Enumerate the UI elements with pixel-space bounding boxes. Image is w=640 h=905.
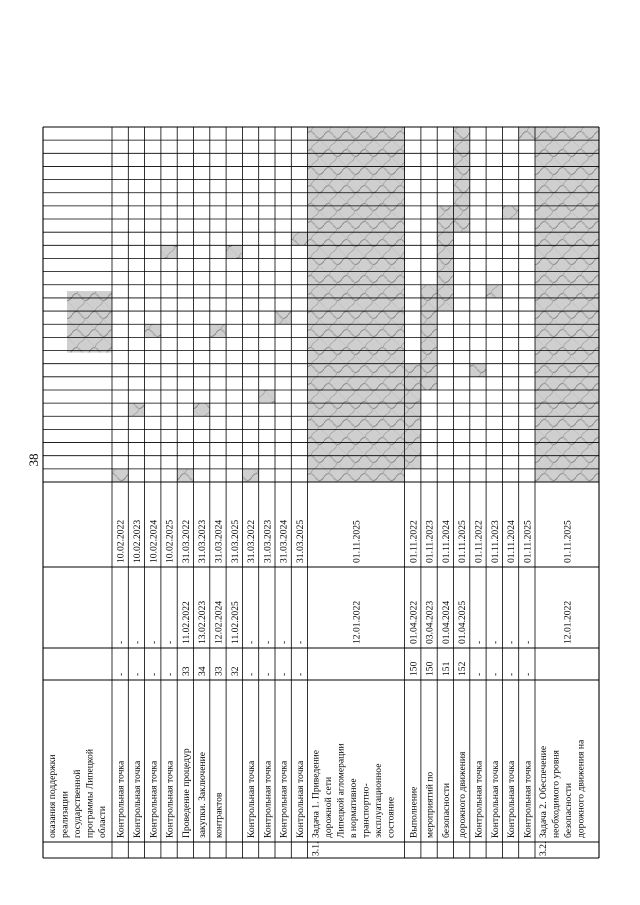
row-name-text: Контрольная точка <box>473 760 485 838</box>
gantt-filled-cell <box>308 311 405 324</box>
row-name-text: состояние <box>385 796 397 838</box>
row-name-text: дорожного движения <box>457 751 469 838</box>
start-date-cell: - <box>262 640 274 644</box>
executor-cell: - <box>164 672 176 676</box>
end-date-cell: 01.11.2025 <box>457 520 469 563</box>
gantt-filled-cell <box>308 193 405 206</box>
end-date-cell: 31.03.2022 <box>180 519 192 563</box>
row-name-text: Задача 1. Приведение <box>310 749 322 838</box>
gantt-filled-cell <box>308 416 405 429</box>
gantt-filled-cell <box>535 337 599 350</box>
start-date-cell: - <box>522 640 534 644</box>
gantt-filled-cell <box>535 443 599 456</box>
end-date-cell: 31.03.2023 <box>197 519 209 563</box>
gantt-filled-cell <box>308 127 405 140</box>
gantt-filled-cell <box>535 219 599 232</box>
gantt-filled-cell <box>470 364 486 377</box>
start-date-cell: - <box>294 640 306 644</box>
row-name-text: контрактов <box>213 792 225 838</box>
executor-cell: - <box>506 672 518 676</box>
start-date-cell: - <box>131 640 143 644</box>
gantt-filled-cell <box>535 377 599 390</box>
gantt-filled-cell <box>535 232 599 245</box>
gantt-filled-cell <box>437 285 453 298</box>
start-date-cell: 12.01.2022 <box>562 600 574 644</box>
gantt-filled-cell <box>308 272 405 285</box>
gantt-filled-cell <box>437 298 453 311</box>
row-name-text: в нормативное <box>348 778 360 838</box>
gantt-filled-cell <box>308 429 405 442</box>
gantt-filled-cell <box>437 206 453 219</box>
gantt-filled-cell <box>454 206 470 219</box>
gantt-filled-cell <box>535 351 599 364</box>
gantt-filled-cell <box>535 324 599 337</box>
gantt-filled-cell <box>177 469 193 482</box>
gantt-filled-cell <box>67 291 112 326</box>
gantt-filled-cell <box>535 193 599 206</box>
end-date-cell: 10.02.2024 <box>148 519 160 563</box>
row-name-text: дорожной сети <box>323 776 335 838</box>
start-date-cell: 01.04.2024 <box>440 600 452 644</box>
executor-cell: - <box>115 672 127 676</box>
executor-cell: 150 <box>408 661 420 676</box>
gantt-filled-cell <box>437 232 453 245</box>
gantt-filled-cell <box>405 456 421 469</box>
start-date-cell: - <box>473 640 485 644</box>
gantt-filled-cell <box>535 403 599 416</box>
gantt-filled-cell <box>535 416 599 429</box>
end-date-cell: 31.03.2025 <box>229 519 241 563</box>
gantt-filled-cell <box>308 258 405 271</box>
gantt-filled-cell <box>405 429 421 442</box>
row-name-text: Контрольная точка <box>115 760 127 838</box>
executor-cell: - <box>148 672 160 676</box>
executor-cell: 150 <box>424 661 436 676</box>
row-name-text: Контрольная точка <box>294 760 306 838</box>
row-name-text: Контрольная точка <box>522 760 534 838</box>
row-name-text: Контрольная точка <box>506 760 518 838</box>
executor-cell: - <box>131 672 143 676</box>
gantt-filled-cell <box>405 364 421 377</box>
executor-cell: 33 <box>180 666 192 676</box>
end-date-cell: 01.11.2025 <box>562 520 574 563</box>
gantt-filled-cell <box>421 324 437 337</box>
gantt-filled-cell <box>421 298 437 311</box>
gantt-filled-cell <box>421 337 437 350</box>
end-date-cell: 01.11.2023 <box>489 520 501 563</box>
gantt-filled-cell <box>535 140 599 153</box>
gantt-filled-cell <box>308 351 405 364</box>
gantt-filled-cell <box>437 258 453 271</box>
row-name-text: Контрольная точка <box>148 760 160 838</box>
gantt-filled-cell <box>210 324 226 337</box>
end-date-cell: 01.11.2025 <box>351 520 363 563</box>
gantt-filled-cell <box>535 166 599 179</box>
gantt-filled-cell <box>308 469 405 482</box>
gantt-filled-cell <box>308 390 405 403</box>
gantt-filled-cell <box>308 180 405 193</box>
gantt-filled-cell <box>535 206 599 219</box>
end-date-cell: 01.11.2024 <box>440 520 452 563</box>
row-name-text: безопасности <box>440 782 452 838</box>
start-date-cell: - <box>246 640 258 644</box>
gantt-filled-cell <box>308 456 405 469</box>
row-name-text: Контрольная точка <box>262 760 274 838</box>
gantt-filled-cell <box>308 206 405 219</box>
row-name-text: Контрольная точка <box>489 760 501 838</box>
end-date-cell: 01.11.2022 <box>473 520 485 563</box>
end-date-cell: 10.02.2023 <box>131 519 143 563</box>
start-date-cell: - <box>278 640 290 644</box>
gantt-filled-cell <box>535 285 599 298</box>
end-date-cell: 31.03.2023 <box>262 519 274 563</box>
row-name-text: Контрольная точка <box>246 760 258 838</box>
start-date-cell: 12.01.2022 <box>351 600 363 644</box>
gantt-filled-cell <box>161 245 177 258</box>
gantt-filled-cell <box>535 390 599 403</box>
executor-cell: 32 <box>229 666 241 676</box>
gantt-filled-cell <box>454 127 470 140</box>
gantt-filled-cell <box>308 324 405 337</box>
row-number: 3.2. <box>538 841 549 856</box>
end-date-cell: 01.11.2025 <box>522 520 534 563</box>
executor-cell: - <box>473 672 485 676</box>
page-number: 38 <box>26 453 41 467</box>
gantt-filled-cell <box>421 311 437 324</box>
gantt-filled-cell <box>308 153 405 166</box>
row-number: 3.1. <box>310 841 322 856</box>
gantt-filled-cell <box>502 206 518 219</box>
end-date-cell: 10.02.2022 <box>115 519 127 563</box>
start-date-cell: - <box>115 640 127 644</box>
gantt-filled-cell <box>421 351 437 364</box>
gantt-filled-cell <box>437 272 453 285</box>
end-date-cell: 31.03.2025 <box>294 519 306 563</box>
gantt-filled-cell <box>519 127 535 140</box>
executor-cell: - <box>278 672 290 676</box>
start-date-cell: 01.04.2022 <box>408 600 420 644</box>
gantt-filled-cell <box>437 219 453 232</box>
gantt-filled-cell <box>535 298 599 311</box>
gantt-filled-cell <box>405 416 421 429</box>
end-date-cell: 10.02.2025 <box>164 519 176 563</box>
gantt-filled-cell <box>242 469 258 482</box>
row-name-text: оказания поддержки <box>47 754 58 838</box>
gantt-filled-cell <box>486 285 502 298</box>
row-name-text: транспортно- <box>360 783 372 838</box>
executor-cell: - <box>489 672 501 676</box>
executor-cell: - <box>294 672 306 676</box>
gantt-filled-cell <box>454 166 470 179</box>
gantt-filled-cell <box>535 127 599 140</box>
start-date-cell: 01.04.2025 <box>457 600 469 644</box>
row-name-text: государственной <box>72 769 83 838</box>
row-name-text: Задача 2. Обеспечение <box>538 745 549 838</box>
end-date-cell: 31.03.2024 <box>278 519 290 563</box>
gantt-filled-cell <box>535 311 599 324</box>
gantt-filled-cell <box>308 219 405 232</box>
row-name-text: мероприятий по <box>424 771 436 838</box>
gantt-filled-cell <box>454 193 470 206</box>
gantt-filled-cell <box>275 311 291 324</box>
gantt-filled-cell <box>308 364 405 377</box>
gantt-filled-cell <box>405 403 421 416</box>
gantt-filled-cell <box>535 469 599 482</box>
gantt-filled-cell <box>535 456 599 469</box>
gantt-filled-cell <box>535 153 599 166</box>
gantt-filled-cell <box>405 377 421 390</box>
end-date-cell: 31.03.2022 <box>246 519 258 563</box>
gantt-filled-cell <box>454 140 470 153</box>
gantt-filled-cell <box>535 364 599 377</box>
end-date-cell: 01.11.2022 <box>408 520 420 563</box>
gantt-filled-cell <box>308 140 405 153</box>
start-date-cell: 11.02.2025 <box>229 601 241 644</box>
gantt-filled-cell <box>308 443 405 456</box>
row-name-text: Контрольная точка <box>164 760 176 838</box>
start-date-cell: - <box>489 640 501 644</box>
row-name-text: Липецкой агломерации <box>335 743 347 838</box>
gantt-filled-cell <box>128 403 144 416</box>
row-name-text: Выполнение <box>408 786 420 838</box>
gantt-filled-cell <box>291 232 307 245</box>
gantt-filled-cell <box>308 245 405 258</box>
start-date-cell: 03.04.2023 <box>424 600 436 644</box>
gantt-filled-cell <box>226 245 242 258</box>
start-date-cell: - <box>148 640 160 644</box>
executor-cell: - <box>246 672 258 676</box>
end-date-cell: 01.11.2023 <box>424 520 436 563</box>
executor-cell: - <box>522 672 534 676</box>
gantt-filled-cell <box>421 377 437 390</box>
start-date-cell: 13.02.2023 <box>197 600 209 644</box>
gantt-filled-cell <box>308 298 405 311</box>
row-name-text: Контрольная точка <box>278 760 290 838</box>
gantt-filled-cell <box>308 337 405 350</box>
gantt-filled-cell <box>259 390 275 403</box>
row-name-text: необходимого уровня <box>550 750 562 838</box>
row-name-text: безопасности <box>563 782 574 838</box>
gantt-cells <box>67 127 599 482</box>
gantt-filled-cell <box>405 443 421 456</box>
gantt-filled-cell <box>405 390 421 403</box>
gantt-filled-cell <box>535 272 599 285</box>
row-name-text: области <box>97 805 108 838</box>
gantt-filled-cell <box>421 285 437 298</box>
gantt-filled-cell <box>535 180 599 193</box>
gantt-filled-cell <box>308 285 405 298</box>
executor-cell: 33 <box>213 666 225 676</box>
gantt-filled-cell <box>308 403 405 416</box>
gantt-filled-cell <box>145 324 161 337</box>
row-name-text: дорожного движения на <box>575 739 587 838</box>
gantt-filled-cell <box>308 377 405 390</box>
gantt-filled-cell <box>437 245 453 258</box>
executor-cell: 34 <box>197 666 209 676</box>
gantt-filled-cell <box>454 153 470 166</box>
executor-cell: - <box>262 672 274 676</box>
gantt-filled-cell <box>535 429 599 442</box>
executor-cell: 152 <box>457 661 469 676</box>
gantt-filled-cell <box>308 232 405 245</box>
start-date-cell: - <box>506 640 518 644</box>
gantt-filled-cell <box>421 364 437 377</box>
gantt-filled-cell <box>454 180 470 193</box>
gantt-filled-cell <box>535 245 599 258</box>
row-name-text: Проведение процедур <box>180 748 192 838</box>
gantt-filled-cell <box>112 469 128 482</box>
gantt-filled-cell <box>308 166 405 179</box>
row-name-text: программы Липецкой <box>84 749 96 838</box>
row-name-text: реализации <box>59 791 71 838</box>
start-date-cell: 12.02.2024 <box>213 600 225 644</box>
gantt-filled-cell <box>454 219 470 232</box>
executor-cell: 151 <box>440 661 452 676</box>
row-name-text: эксплуатационное <box>373 763 385 838</box>
start-date-cell: 11.02.2022 <box>180 601 192 644</box>
gantt-filled-cell <box>194 403 210 416</box>
row-name-text: Контрольная точка <box>131 760 143 838</box>
start-date-cell: - <box>164 640 176 644</box>
end-date-cell: 31.03.2024 <box>213 519 225 563</box>
end-date-cell: 01.11.2024 <box>506 520 518 563</box>
gantt-filled-cell <box>535 258 599 271</box>
row-name-text: закупки. Заключение <box>197 751 209 838</box>
